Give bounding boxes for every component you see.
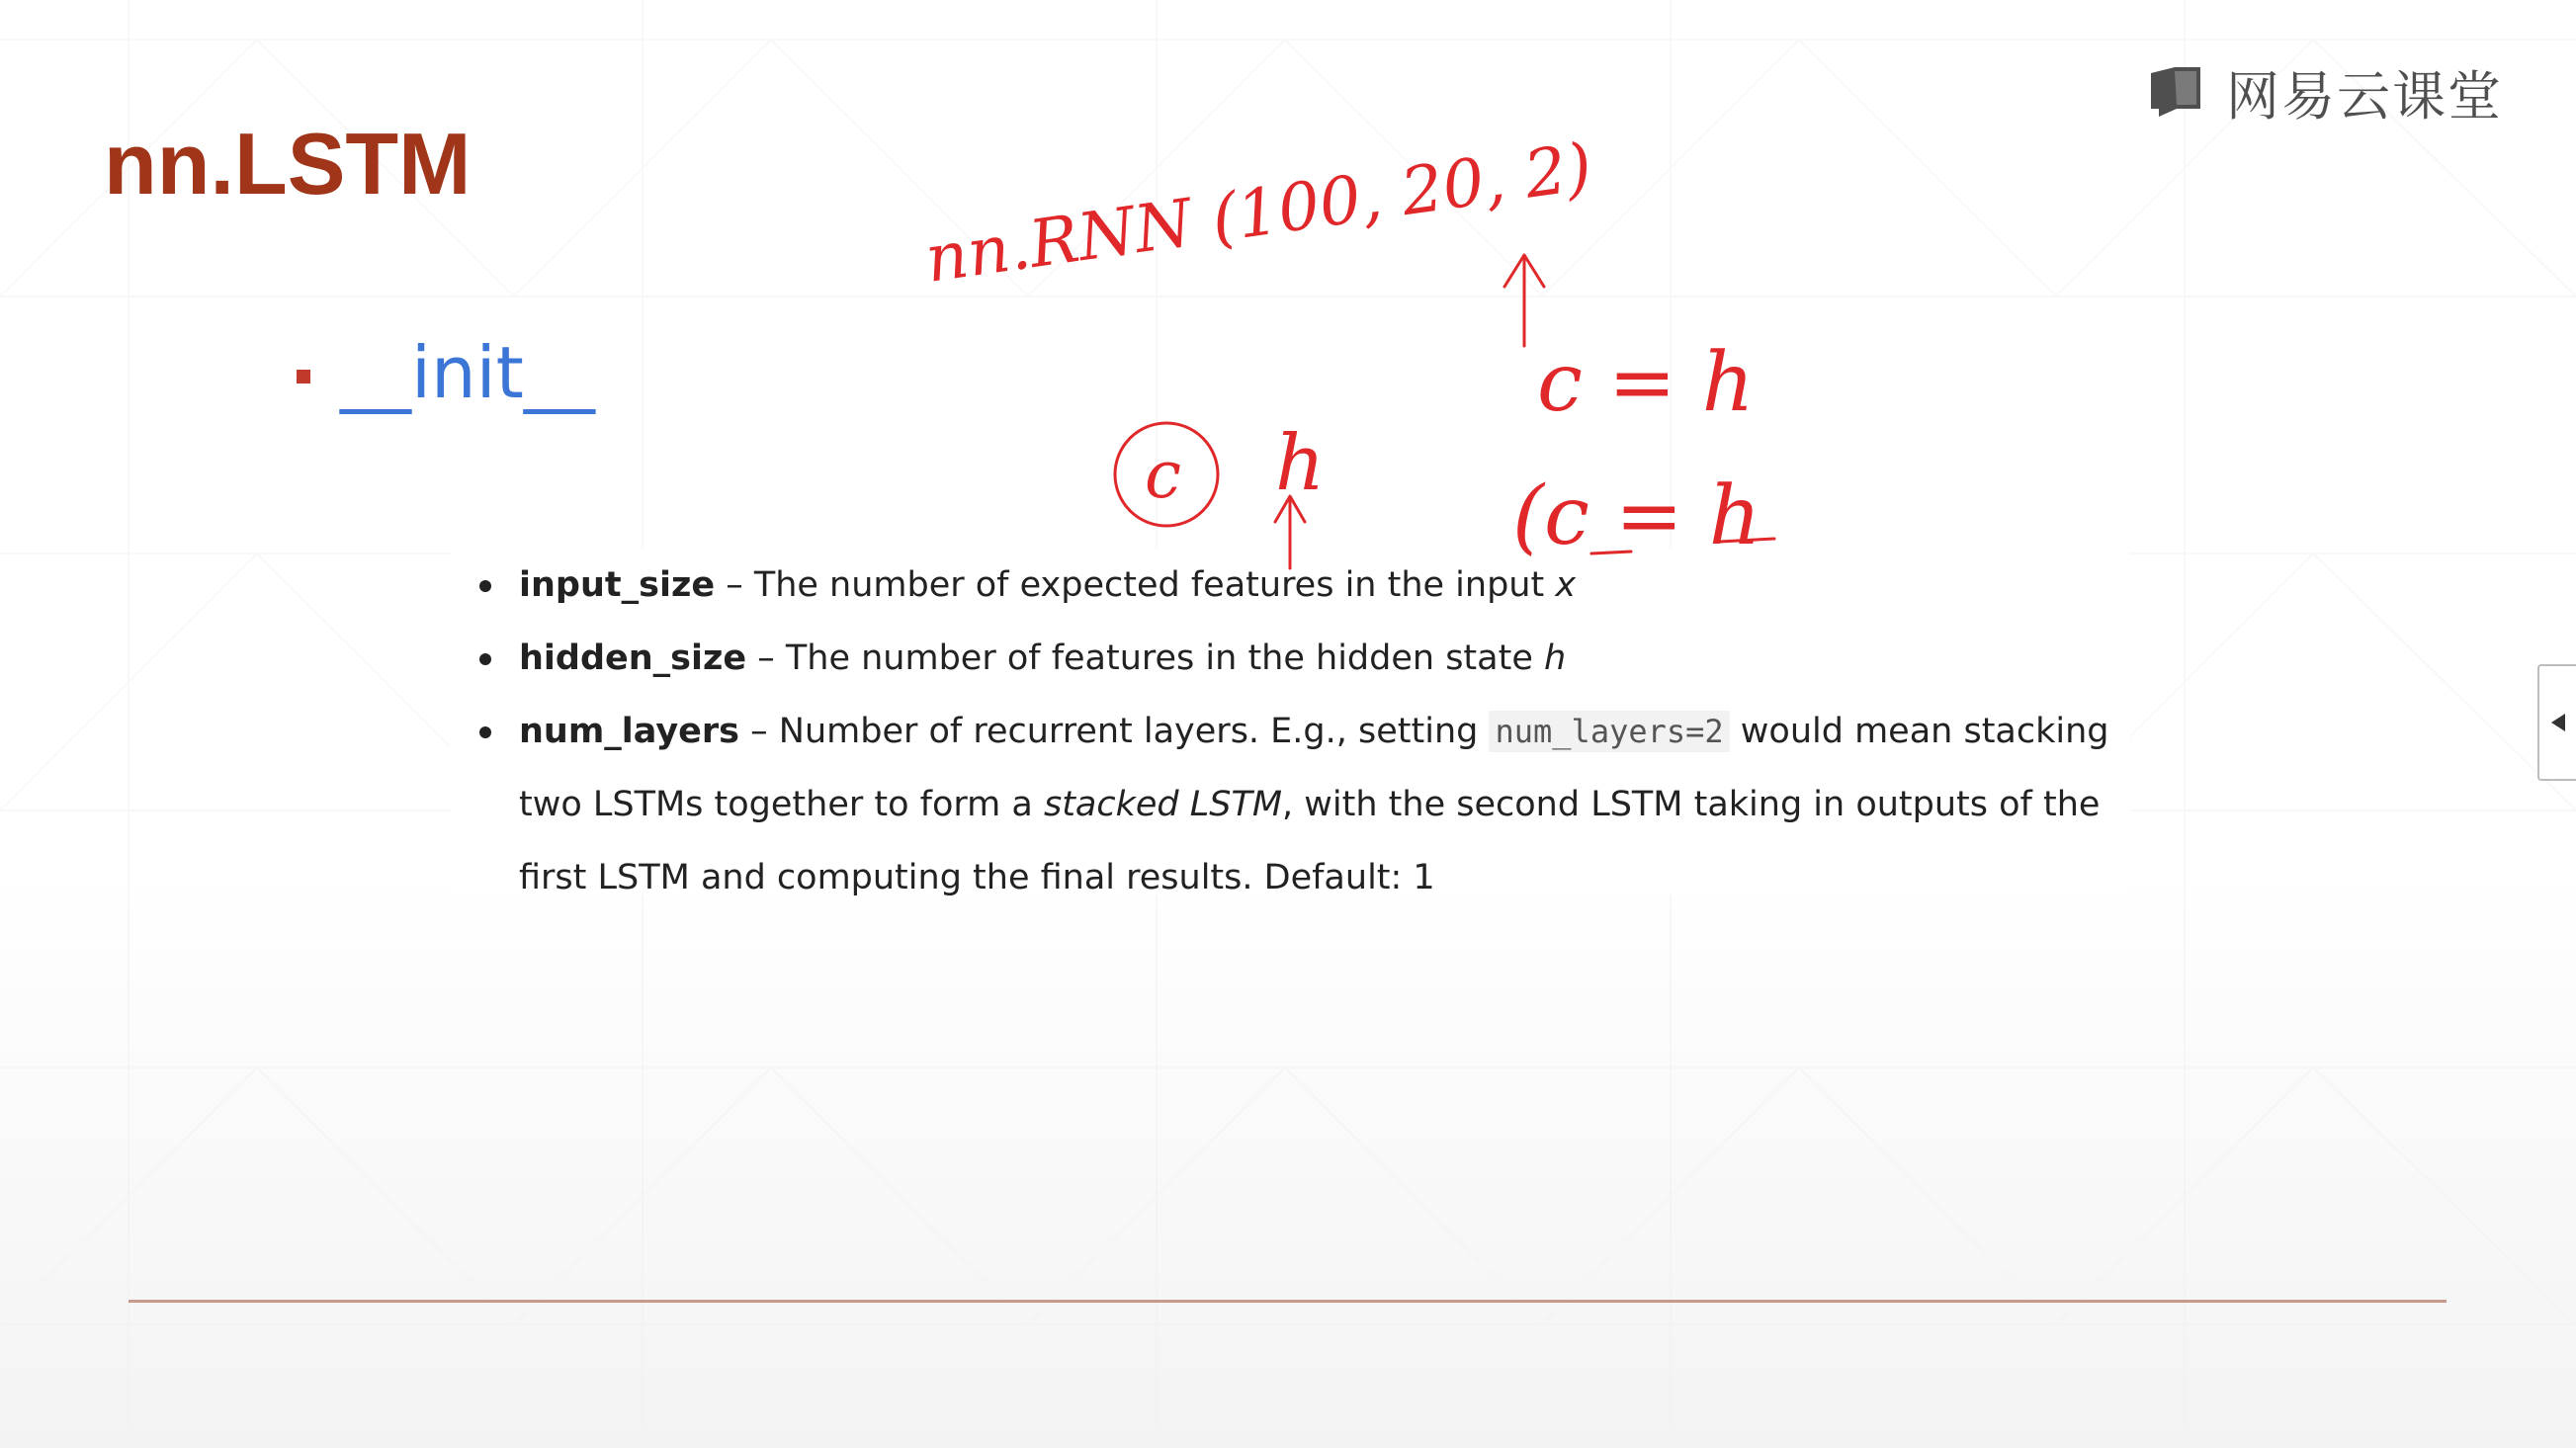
annotation-c-eq-h-1: c = h (1537, 336, 1755, 430)
param-name: num_layers (519, 712, 739, 751)
triangle-left-icon (2549, 712, 2567, 733)
param-variable: x (1555, 565, 1577, 605)
param-name: input_size (519, 565, 716, 605)
subheading (297, 331, 595, 414)
side-panel-toggle-button[interactable] (2537, 664, 2576, 781)
page-title: nn.LSTM (104, 115, 472, 213)
param-dash: – (746, 639, 786, 678)
list-item (474, 695, 2135, 914)
book-icon (2145, 63, 2206, 121)
annotation-rnn-call: nn.RNN (100, 20, 2) (920, 128, 1597, 298)
annotation-h-label: h (1275, 419, 1326, 508)
code-snippet: num_layers=2 (1489, 711, 1729, 752)
list-item (474, 622, 2135, 695)
param-name: hidden_size (519, 639, 747, 678)
list-item (474, 549, 2135, 622)
param-description: The number of expected features in the input (753, 565, 1556, 605)
annotation-c-label: c (1145, 437, 1181, 513)
annotation-c-eq-h-2: (c = h (1512, 469, 1761, 563)
param-variable: h (1544, 639, 1567, 678)
param-dash: – (715, 565, 754, 605)
netease-cloud-classroom-logo (2145, 57, 2503, 127)
param-dash: – (739, 712, 779, 751)
param-description: Number of recurrent layers. E.g., setting (778, 712, 1490, 751)
init-heading: __init__ (340, 331, 595, 414)
parameter-list (474, 549, 2135, 914)
param-description-end: , with the second LSTM taking in outputs of the first LSTM and computing the final results. Default: 1 (519, 785, 2101, 897)
param-description: The number of features in the hidden state (785, 639, 1544, 678)
logo-text: 网易云课堂 (2226, 64, 2503, 128)
square-bullet-icon (297, 370, 310, 383)
footer-divider (129, 1300, 2447, 1303)
param-emphasis: stacked LSTM (1043, 785, 1283, 824)
param-description-continued: would mean stacking two LSTMs together to form a (519, 712, 2109, 824)
